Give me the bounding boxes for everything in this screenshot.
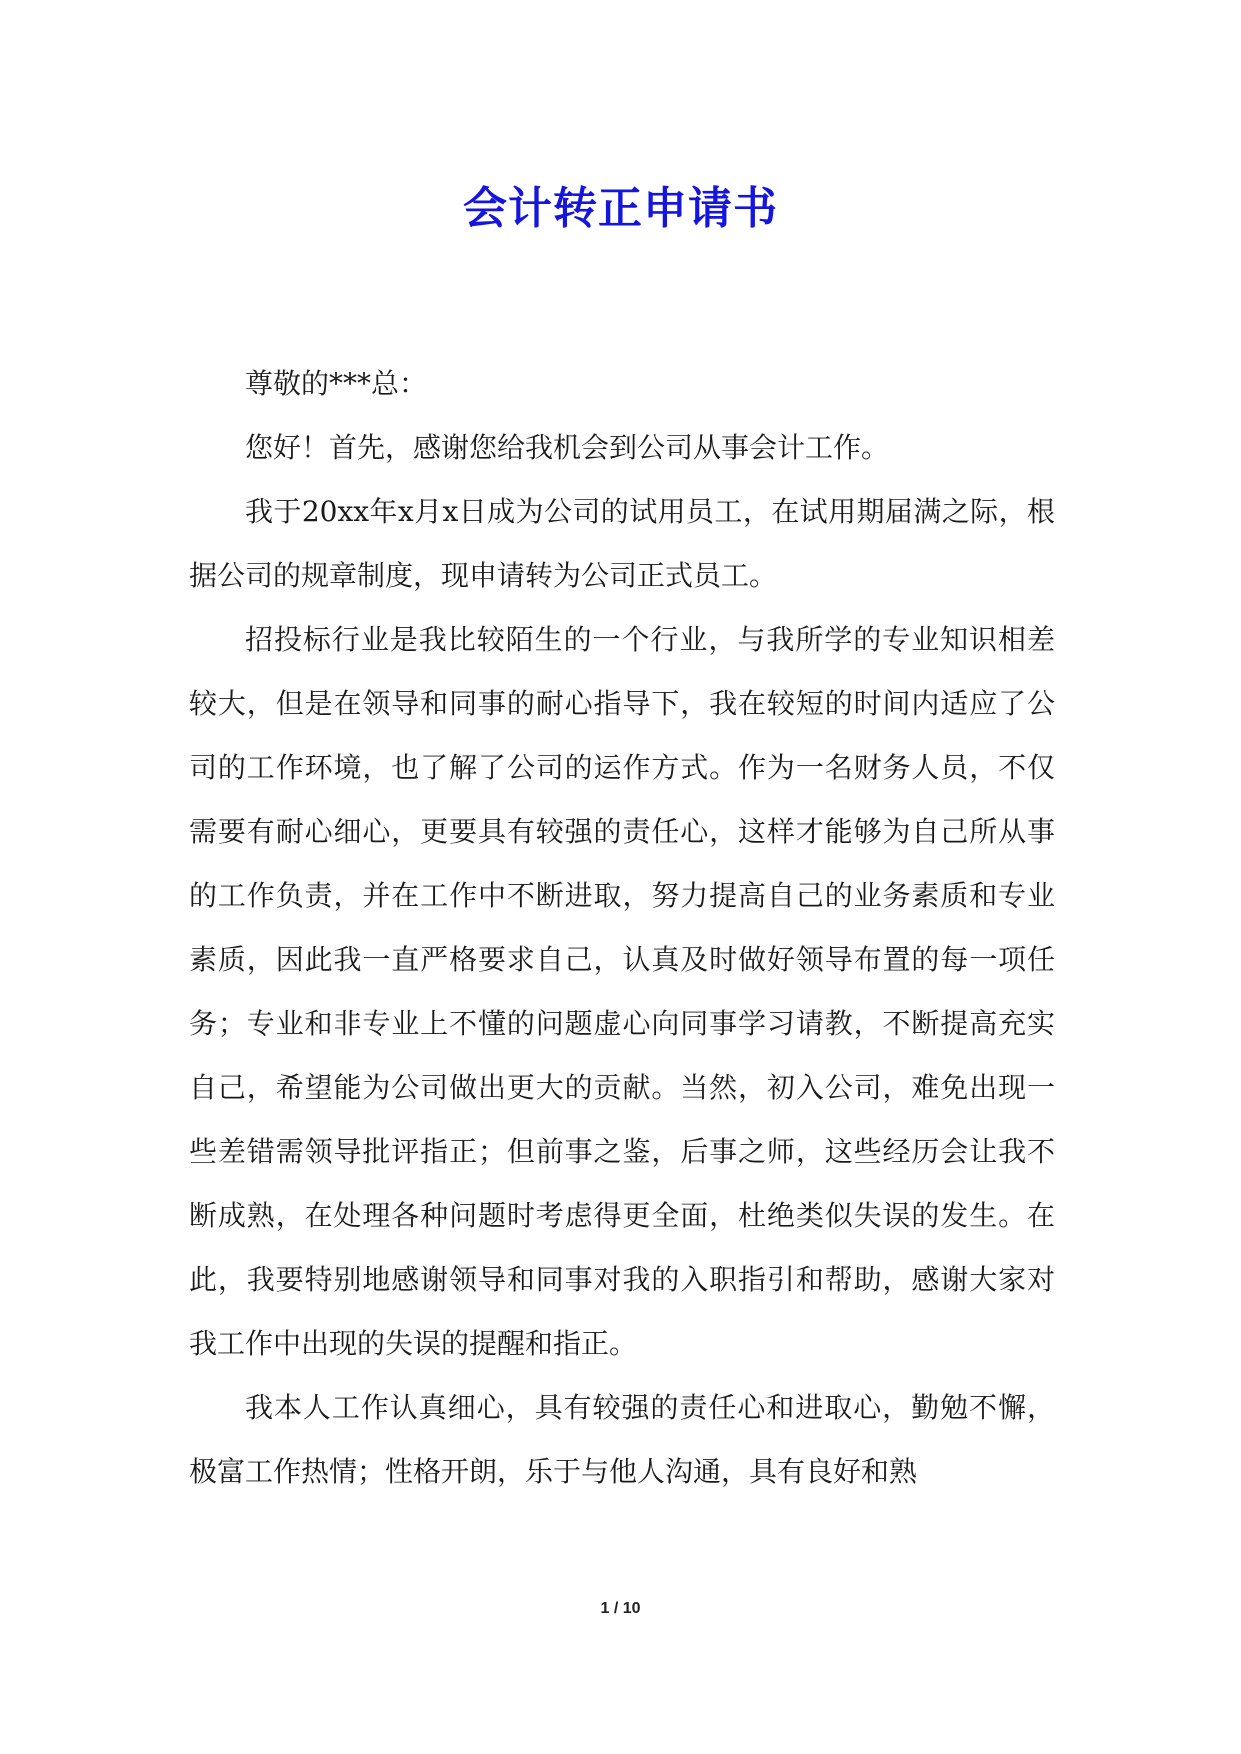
body-paragraph: 我于20xx年x月x日成为公司的试用员工，在试用期届满之际，根据公司的规章制度，现申请转为公司正式员工。 [189,495,1055,592]
document-title: 会计转正申请书 [463,183,778,235]
salutation: 尊敬的***总： [245,367,428,400]
page-number: 1 / 10 [600,1600,641,1617]
body-paragraph: 我本人工作认真细心，具有较强的责任心和进取心，勤勉不懈，极富工作热情；性格开朗，乐于与他人沟通，具有良好和熟 [189,1391,1055,1488]
document-body [189,352,1055,1504]
body-paragraph: 您好！首先，感谢您给我机会到公司从事会计工作。 [245,431,890,464]
body-paragraph: 招投标行业是我比较陌生的一个行业，与我所学的专业知识相差较大，但是在领导和同事的耐心指导下，我在较短的时间内适应了公司的工作环境，也了解了公司的运作方式。作为一名财务人员，不仅需要有耐心细心，更要具有较强的责任心，这样才能够为自己所从事的工作负责，并在工作中不断进取，努力提高自己的业务素质和专业素质，因此我一直严格要求自己，认真及时做好领导布置的每一项任务；专业和非专业上不懂的问题虚心向同事学习请教，不断提高充实自己，希望能为公司做出更大的贡献。当然，初入公司，难免出现一些差错需领导批评指正；但前事之鉴，后事之师，这些经历会让我不断成熟，在处理各种问题时考虑得更全面，杜绝类似失误的发生。在此，我要特别地感谢领导和同事对我的入职指引和帮助，感谢大家对我工作中出现的失误的提醒和指正。 [189,623,1055,1360]
